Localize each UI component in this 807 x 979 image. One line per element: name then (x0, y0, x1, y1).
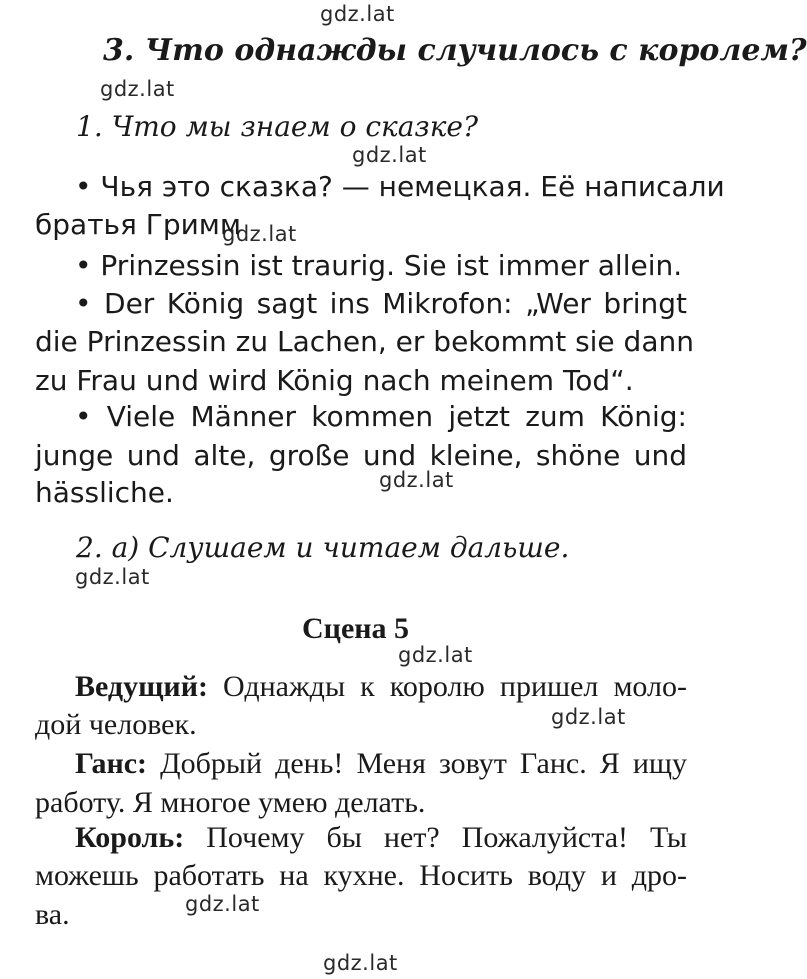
bullet-line: • Чья это сказка? — немецкая. Её написали (75, 170, 725, 203)
section-title: 2. а) Слушаем и читаем дальше. (76, 531, 570, 564)
section-title: 1. Что мы знаем о сказке? (76, 110, 479, 143)
bullet-line: братья Гримм (35, 208, 242, 241)
watermark: gdz.lat (323, 951, 398, 975)
bullet-line: die Prinzessin zu Lachen, er bekommt sie dann (35, 325, 694, 358)
speaker-name: Ведущий: (75, 670, 208, 703)
exercise-heading: 3. Что однажды случилось с королем? (103, 33, 807, 68)
speaker-name: Ганс: (75, 747, 148, 780)
bullet-line: junge und alte, große und kleine, shöne und (35, 439, 687, 472)
watermark: gdz.lat (352, 143, 427, 167)
scene-title: Сцена 5 (302, 612, 410, 645)
watermark: gdz.lat (551, 705, 626, 729)
dialogue-line: дой человек. (35, 708, 197, 741)
dialogue-text: Однажды к королю пришел моло- (208, 670, 687, 703)
dialogue-line (75, 821, 687, 855)
watermark: gdz.lat (222, 222, 297, 246)
dialogue-line: ва. (35, 898, 70, 931)
bullet-line: • Viele Männer kommen jetzt zum König: (75, 400, 687, 433)
bullet-line: hässliche. (35, 476, 174, 509)
watermark: gdz.lat (320, 2, 395, 26)
watermark: gdz.lat (100, 77, 175, 101)
dialogue-line: работу. Я многое умею делать. (35, 786, 426, 819)
watermark: gdz.lat (398, 643, 473, 667)
speaker-name: Король: (75, 821, 185, 854)
dialogue-text: Почему бы нет? Пожалуйста! Ты (184, 821, 687, 854)
watermark: gdz.lat (185, 892, 260, 916)
dialogue-text: Добрый день! Меня зовут Ганс. Я ищу (147, 747, 687, 780)
bullet-line: • Der König sagt ins Mikrofon: „Wer bringt (75, 287, 687, 320)
watermark: gdz.lat (379, 468, 454, 492)
bullet-line: zu Frau und wird König nach meinem Tod“. (35, 364, 634, 397)
watermark: gdz.lat (75, 565, 150, 589)
dialogue-line: можешь работать на кухне. Носить воду и дро- (35, 859, 687, 892)
dialogue-line (75, 747, 687, 781)
dialogue-line (75, 670, 687, 704)
bullet-line: • Prinzessin ist traurig. Sie ist immer allein. (75, 249, 683, 282)
